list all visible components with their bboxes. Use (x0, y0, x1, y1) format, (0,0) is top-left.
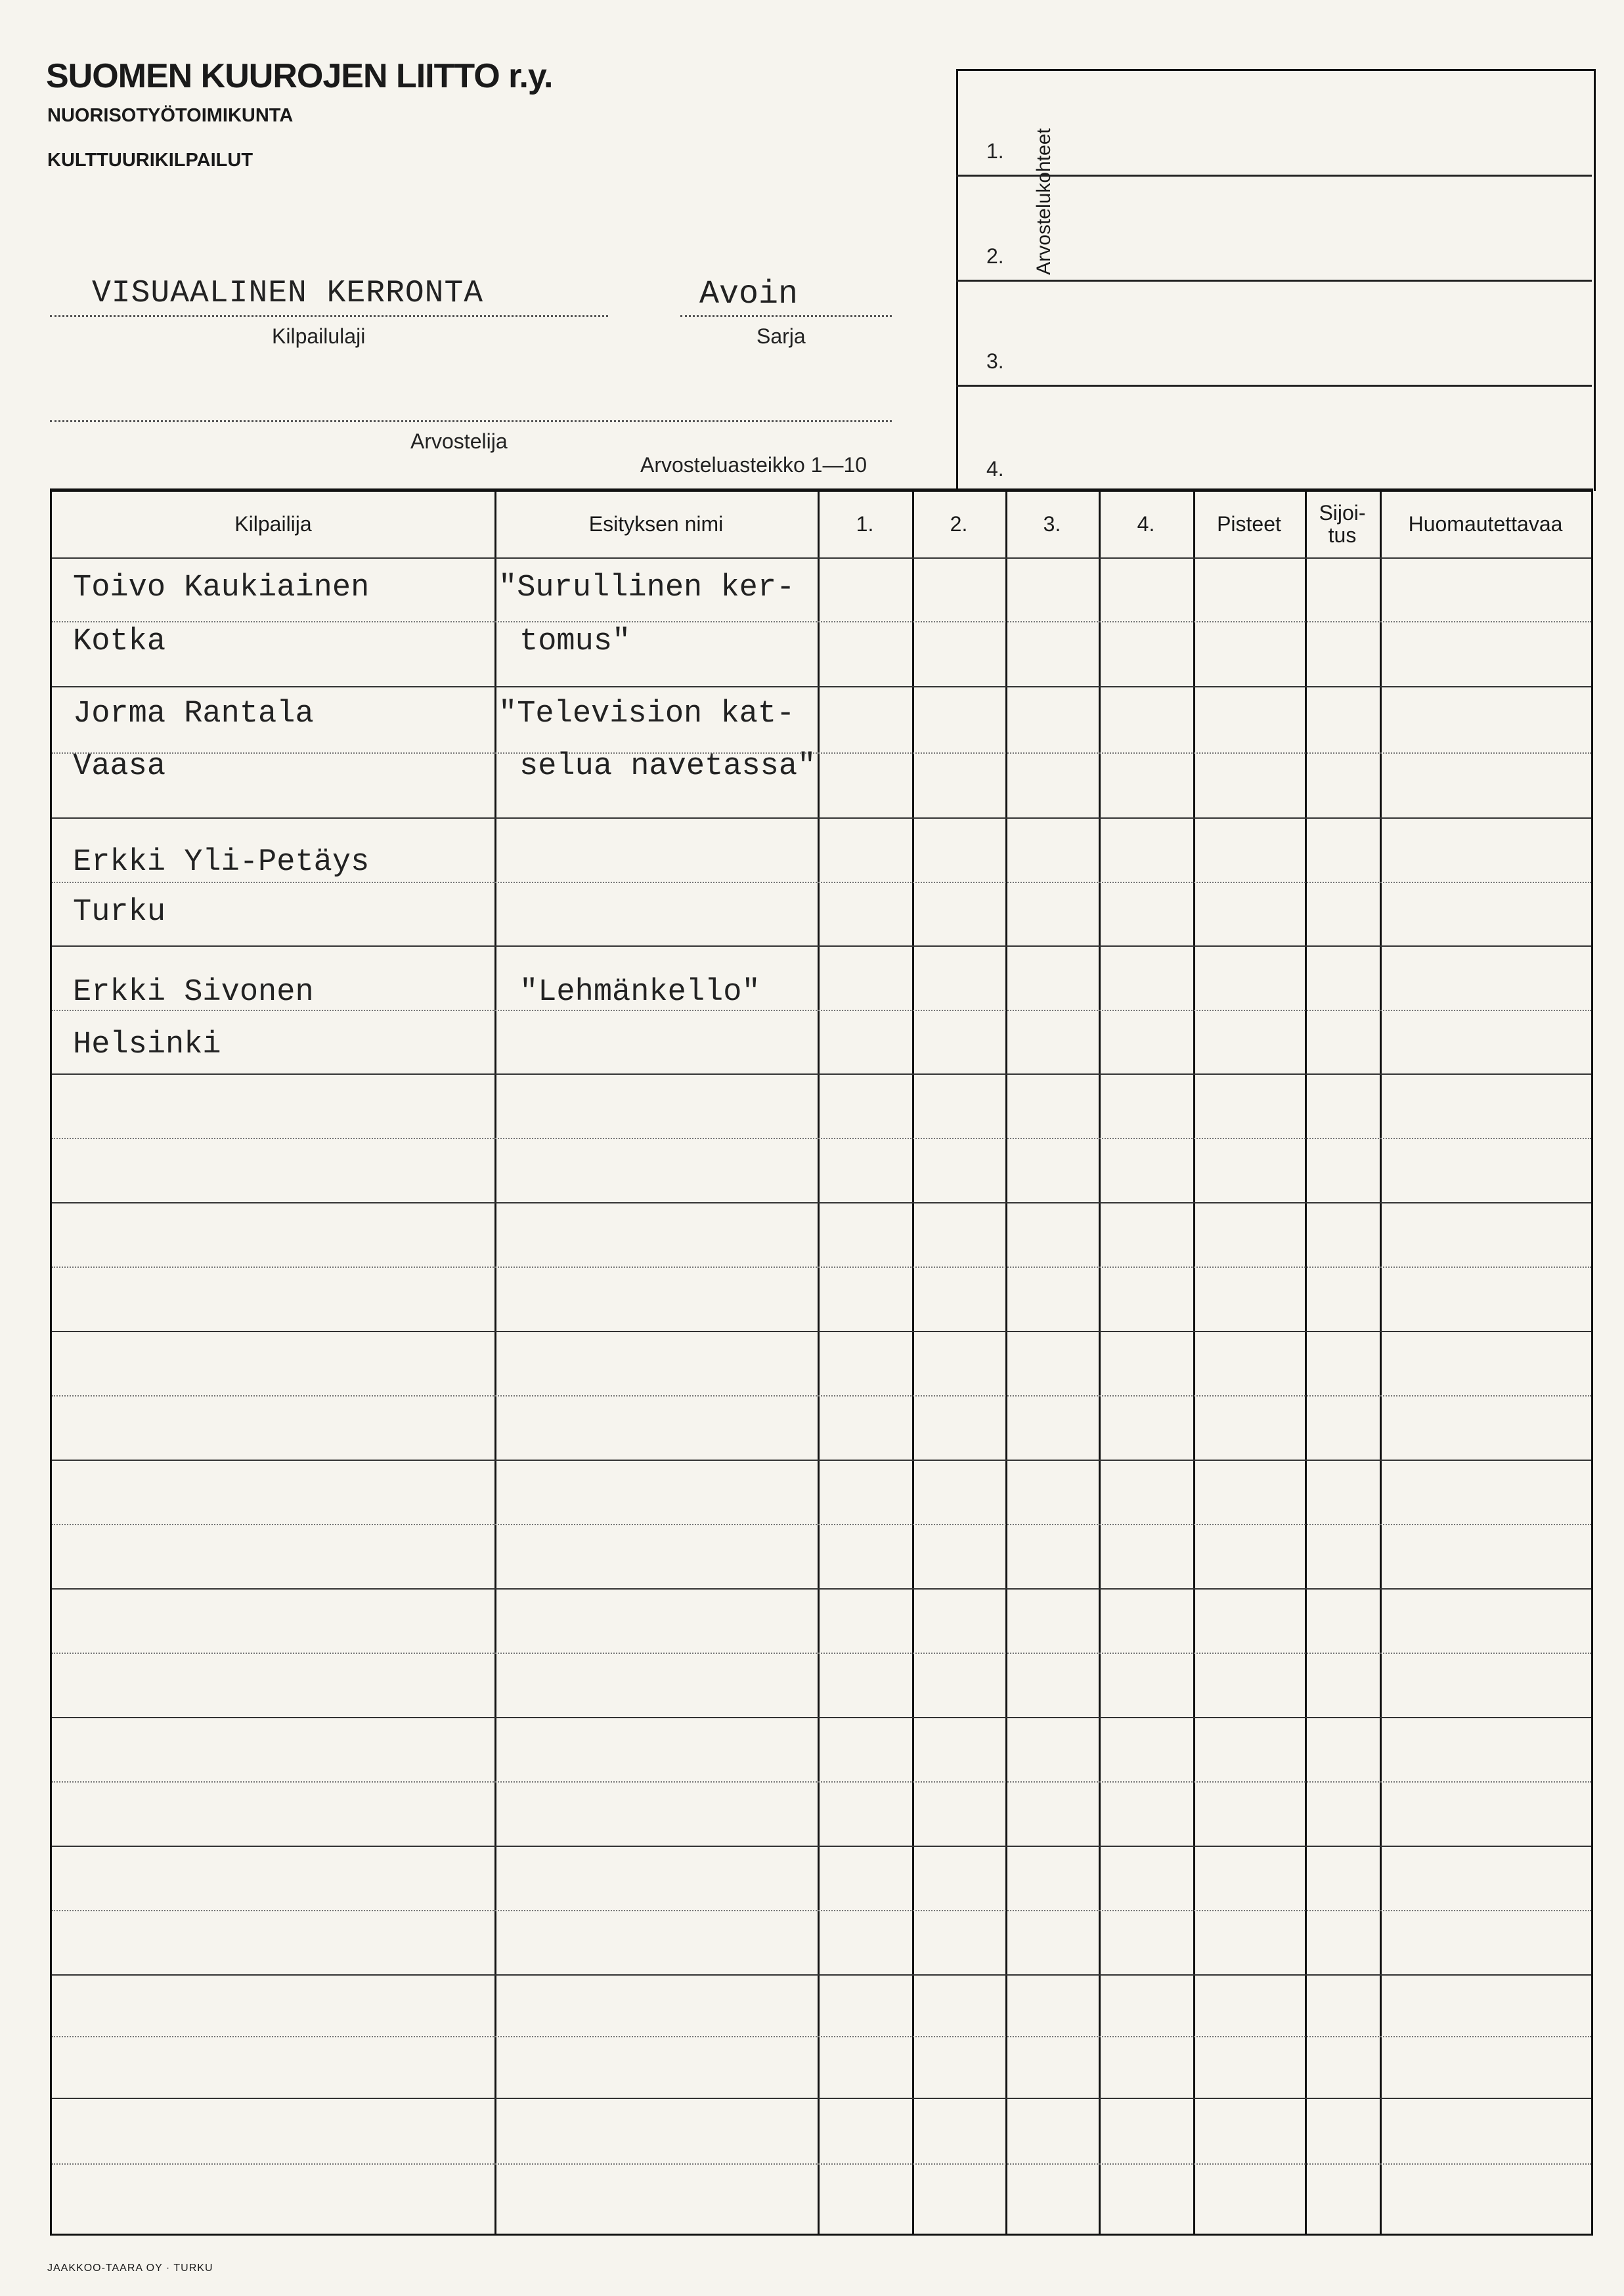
row-2-city: Vaasa (73, 749, 166, 784)
criteria-item-1: 1. (986, 139, 1004, 163)
header-score-3: 3. (1043, 512, 1061, 536)
sarja-value: Avoin (699, 276, 799, 313)
criteria-item-2: 2. (986, 244, 1004, 268)
organization-name: SUOMEN KUUROJEN LIITTO r.y. (46, 57, 553, 95)
printer-imprint: JAAKKOO-TAARA OY · TURKU (47, 2263, 213, 2274)
criteria-title: Arvostelukohteet (1033, 128, 1055, 275)
row-2-title-line1: "Television kat- (498, 697, 795, 731)
header-sijoitus: Sijoi- tus (1319, 501, 1366, 547)
header-score-4: 4. (1137, 512, 1155, 536)
row-2-name: Jorma Rantala (73, 697, 314, 731)
criteria-line-2 (956, 280, 1592, 282)
event-name: KULTTUURIKILPAILUT (47, 150, 253, 171)
arvostelija-line (50, 420, 892, 422)
row-3-city: Turku (73, 895, 166, 930)
committee-name: NUORISOTYÖTOIMIKUNTA (47, 105, 294, 126)
kilpailulaji-label: Kilpailulaji (272, 324, 366, 348)
row-1-city: Kotka (73, 624, 166, 659)
header-score-2: 2. (950, 512, 968, 536)
header-divider (52, 557, 1591, 559)
scale-label: Arvosteluasteikko 1—10 (640, 453, 867, 477)
criteria-line-3 (956, 385, 1592, 387)
kilpailulaji-value: VISUAALINEN KERRONTA (92, 276, 484, 311)
criteria-line-1 (956, 175, 1592, 177)
header-esityksen-nimi: Esityksen nimi (588, 512, 724, 536)
arvostelija-label: Arvostelija (410, 429, 508, 453)
kilpailulaji-line (50, 315, 608, 317)
row-1-title-line2: tomus" (519, 624, 631, 659)
sarja-label: Sarja (757, 324, 806, 348)
sarja-line (680, 315, 892, 317)
row-4-name: Erkki Sivonen (73, 975, 314, 1010)
row-1-title-line1: "Surullinen ker- (498, 571, 795, 605)
header-score-1: 1. (856, 512, 874, 536)
header-pisteet: Pisteet (1217, 512, 1281, 536)
row-3-name: Erkki Yli-Petäys (73, 845, 370, 880)
row-4-title-line1: "Lehmänkello" (519, 975, 760, 1010)
criteria-item-3: 3. (986, 349, 1004, 373)
row-1-name: Toivo Kaukiainen (73, 571, 370, 605)
criteria-item-4: 4. (986, 457, 1004, 481)
header-huomautettavaa: Huomautettavaa (1408, 512, 1563, 536)
row-4-city: Helsinki (73, 1028, 221, 1062)
header-kilpailija: Kilpailija (234, 512, 312, 536)
row-2-title-line2: selua navetassa" (519, 749, 816, 784)
scoring-table (50, 488, 1593, 2236)
